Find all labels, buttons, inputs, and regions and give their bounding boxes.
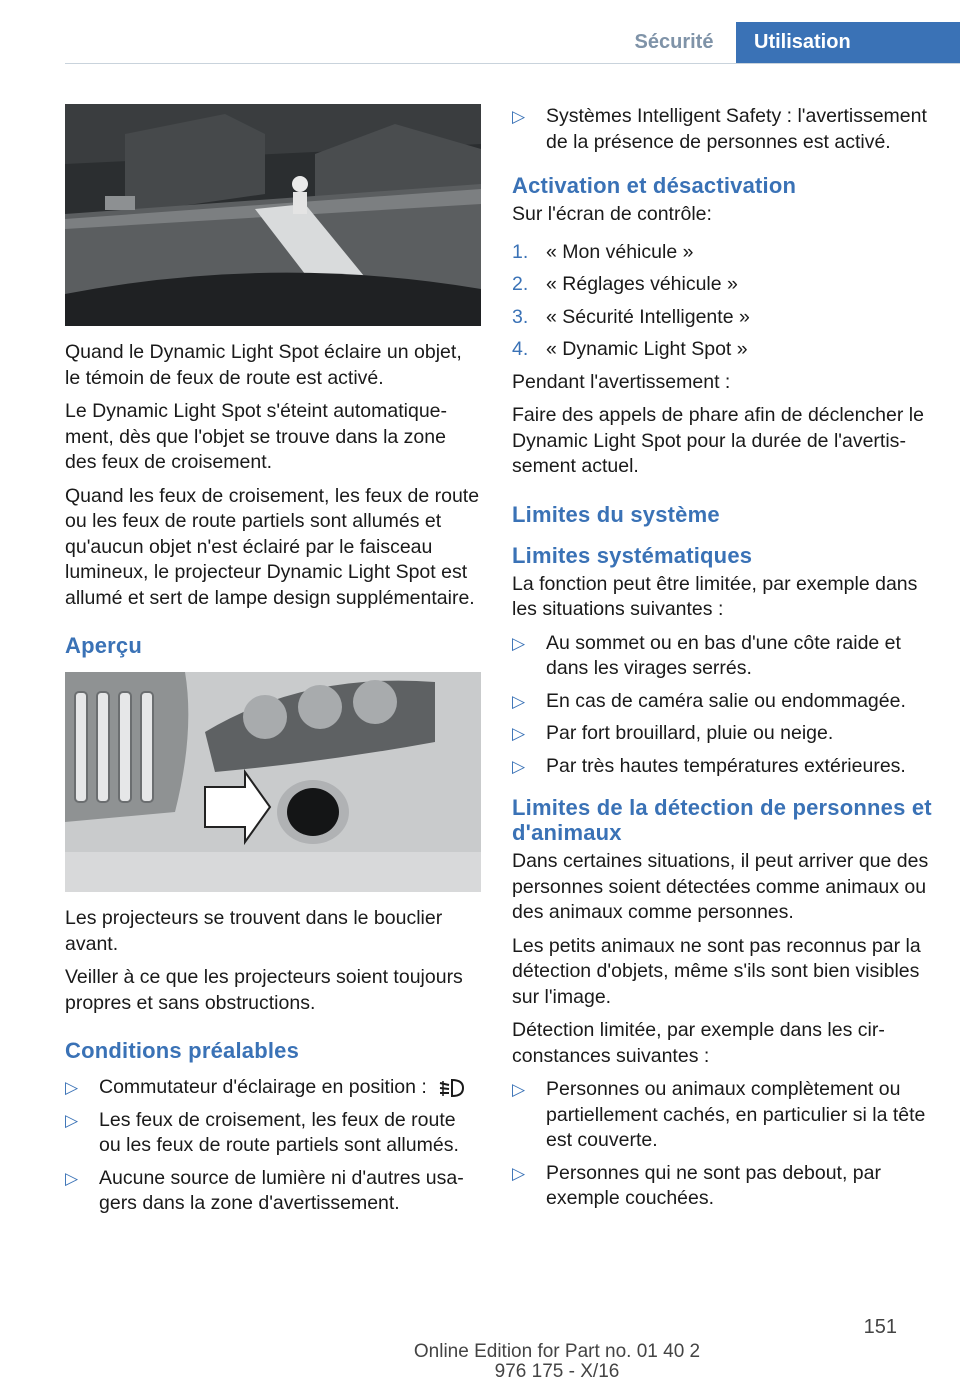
list-item-text: Commutateur d'éclairage en position : [99, 1076, 427, 1098]
list-item-text: En cas de caméra salie ou endommagée. [546, 689, 906, 712]
heading-conditions: Conditions préalables [65, 1038, 300, 1063]
list-item [512, 689, 934, 715]
list-item [512, 631, 934, 682]
list-item-text: « Sécurité Intelligente » [546, 305, 750, 328]
list-item-text: Systèmes Intelligent Safety : l'avertissement de la présence de personnes est activé. [546, 105, 927, 153]
paragraph: Les projecteurs se trouvent dans le bouclier avant. [65, 907, 443, 955]
triangle-bullet-icon: ▷ [65, 1110, 79, 1130]
paragraph: Quand le Dynamic Light Spot éclaire un objet, le témoin de feux de route est activé. [65, 341, 462, 389]
paragraph: Quand les feux de croisement, les feux de route ou les feux de route partiels sont allumés et qu'aucun objet n'est éclairé par le faisceau lumineux, le projecteur Dynamic Light Spot est allumé et sert de lampe design supplémentaire. [65, 484, 480, 609]
paragraph: Détection limitée, par exemple dans les circonstances suivantes : [512, 1019, 885, 1067]
paragraph: Le Dynamic Light Spot s'éteint automatiquement, dès que l'objet se trouve dans la zone des feux de croisement. [65, 400, 448, 473]
triangle-bullet-icon: ▷ [65, 1168, 79, 1188]
triangle-bullet-icon: ▷ [512, 724, 526, 743]
triangle-bullet-icon: ▷ [65, 1078, 79, 1097]
list-item [65, 1075, 481, 1101]
steps-list [512, 240, 934, 363]
left-column [65, 104, 481, 1224]
list-item [512, 1077, 934, 1154]
header-rule [65, 63, 960, 64]
paragraph: La fonction peut être limitée, par exemple dans les situations suivantes : [512, 572, 918, 620]
edition-footer: Online Edition for Part no. 01 40 2 976 175 - X/16 [413, 1341, 701, 1382]
triangle-bullet-icon: ▷ [512, 691, 526, 711]
list-item-text: « Dynamic Light Spot » [546, 338, 748, 360]
list-item [512, 272, 934, 298]
list-item [65, 1166, 481, 1217]
paragraph: Faire des appels de phare afin de déclencher le Dynamic Light Spot pour la durée de l'avertissement actuel. [512, 404, 924, 477]
heading-limites-systematiques: Limites systématiques [512, 542, 753, 568]
step-number: 1. [512, 240, 529, 263]
top-bullet-list [512, 104, 934, 155]
list-item-text: Les feux de croisement, les feux de route ou les feux de route partiels sont allumés. [99, 1108, 459, 1156]
paragraph: Veiller à ce que les projecteurs soient toujours propres et sans obstructions. [65, 966, 463, 1014]
paragraph: Sur l'écran de contrôle: [512, 203, 712, 225]
list-item-text: Personnes qui ne sont pas debout, par exemple couchées. [546, 1161, 881, 1209]
heading-limites: Limites du système [512, 501, 720, 527]
list-item-text: Au sommet ou en bas d'une côte raide et dans les virages serrés. [546, 631, 901, 679]
paragraph: Dans certaines situations, il peut arriver que des personnes soient détectées comme animaux ou des animaux comme personnes. [512, 850, 929, 923]
list-item-text: Par très hautes températures extérieures. [546, 754, 906, 777]
triangle-bullet-icon: ▷ [512, 633, 526, 653]
chapter-tab[interactable]: Utilisation [736, 22, 960, 63]
paragraph: Pendant l'avertissement : [512, 370, 731, 393]
list-item [512, 337, 934, 363]
paragraph: Les petits animaux ne sont pas reconnus par la détection d'objets, même s'ils sont bien visibles sur l'image. [512, 934, 921, 1008]
triangle-bullet-icon: ▷ [512, 1080, 526, 1099]
heading-detection: Limites de la détection de personnes et d'animaux [512, 795, 932, 845]
list-item-text: « Réglages véhicule » [546, 273, 738, 295]
list-item [65, 1108, 481, 1159]
list-item-text: Aucune source de lumière ni d'autres usagers dans la zone d'avertissement. [99, 1166, 464, 1214]
detection-list [512, 1077, 934, 1212]
front-bumper-illustration [65, 672, 481, 892]
page-number: 151 [863, 1316, 897, 1338]
step-number: 2. [512, 273, 529, 295]
heading-activation: Activation et désactivation [512, 173, 797, 198]
heading-apercu: Aperçu [65, 633, 142, 658]
headlight-switch-icon [436, 1077, 466, 1099]
conditions-list [65, 1075, 481, 1217]
triangle-bullet-icon: ▷ [512, 1163, 526, 1183]
step-number: 3. [512, 305, 529, 328]
limits-list [512, 631, 934, 780]
list-item [512, 754, 934, 780]
list-item [512, 721, 934, 747]
section-tab[interactable]: Sécurité [634, 31, 714, 53]
triangle-bullet-icon: ▷ [512, 756, 526, 776]
triangle-bullet-icon: ▷ [512, 107, 526, 126]
step-number: 4. [512, 338, 529, 360]
list-item [512, 1161, 934, 1212]
right-column [512, 104, 934, 1219]
list-item-text: Par fort brouillard, pluie ou neige. [546, 722, 834, 744]
list-item [512, 104, 934, 155]
night-road-illustration [65, 104, 481, 326]
list-item [512, 240, 934, 266]
list-item-text: « Mon véhicule » [546, 240, 694, 263]
list-item [512, 305, 934, 331]
list-item-text: Personnes ou animaux complètement ou partiellement cachés, en particulier si la tête est couverte. [546, 1078, 926, 1151]
